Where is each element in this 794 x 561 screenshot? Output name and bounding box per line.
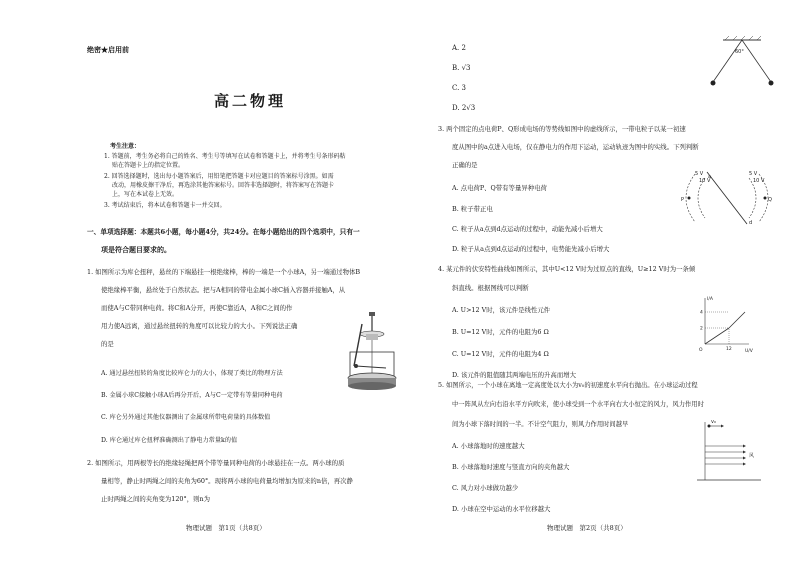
q3-option-c: C. 粒子从a点到d点运动的过程中，动能先减小后增大 bbox=[452, 225, 603, 233]
q2-option-c: C. 3 bbox=[452, 84, 467, 92]
q4-option-a: A. U>12 V时，该元件是线性元件 bbox=[452, 306, 551, 314]
q5-option-c: C. 风力对小球做功越少 bbox=[452, 484, 519, 492]
notice-line: 贴在答题卡上的指定位置。 bbox=[112, 162, 185, 169]
section-heading: 一、单项选择题：本题共6小题，每小题4分，共24分。在每小题给出的四个选项中，只有一 bbox=[87, 228, 360, 236]
wind-label: 风 bbox=[749, 453, 755, 459]
q1-stem: 而使A与C带同种电荷。将C和A分开，再使C靠近A，A和C之间的作 bbox=[101, 304, 293, 312]
q3-stem: 3. 两个固定的点电荷P、Q形成电场的等势线如图中的虚线所示，一带电粒子以某一初速 bbox=[438, 125, 686, 133]
q3-label: 5 V bbox=[749, 171, 758, 177]
notice-line: 3. 考试结束后，将本试卷和答题卡一并交回。 bbox=[104, 202, 226, 209]
q1-stem: 的是 bbox=[101, 340, 114, 348]
q3-stem: 正确的是 bbox=[452, 161, 478, 169]
exam-title: 高二物理 bbox=[214, 92, 287, 110]
q1-option-c: C. 库仑另外通过其他仪器测出了金属球所带电荷量的具体数值 bbox=[101, 414, 271, 421]
q2-stem: 2. 如图所示，用两根等长的绝缘轻绳把两个带等量同种电荷的小球悬挂在一点。两小球的质 bbox=[87, 459, 345, 467]
secret-mark: 绝密★启用前 bbox=[87, 45, 129, 54]
q5-stem: 中一阵风从左向右沿水平方向吹来，使小球受到一个水平向右大小恒定的风力，风力作用时 bbox=[452, 401, 704, 408]
page-footer: 物理试题 第2页（共8页） bbox=[547, 524, 627, 532]
q4-option-c: C. U=12 V时，元件的电阻为4 Ω bbox=[452, 350, 549, 358]
q4-option-b: B. U=12 V时，元件的电阻为6 Ω bbox=[452, 328, 549, 336]
q3-option-d: D. 粒子从a点到d点运动的过程中，电势能先减小后增大 bbox=[452, 245, 610, 253]
equipotential-figure bbox=[677, 168, 777, 228]
iv-chart bbox=[697, 294, 757, 354]
section-heading-cont: 项是符合题目要求的。 bbox=[101, 245, 171, 254]
q3-label: a bbox=[708, 174, 712, 180]
y-tick-label: 2 bbox=[700, 326, 703, 332]
origin-label: O bbox=[699, 348, 703, 353]
q2-option-b: B. √3 bbox=[452, 64, 471, 72]
q1-stem: 使绝缘棒平衡，悬丝处于自然状态。把与A相同的带电金属小球C插入容器并接触A，从 bbox=[101, 286, 346, 294]
q3-option-b: B. 粒子带正电 bbox=[452, 205, 493, 213]
q3-label: d bbox=[749, 220, 753, 226]
y-tick-label: 4 bbox=[700, 310, 703, 316]
q1-option-d: D. 库仑通过库仑扭秤准确测出了静电力常量k的值 bbox=[101, 437, 238, 444]
q5-stem: 间为小球下落时间的一半。不计空气阻力，则风力作用时间越早 bbox=[452, 421, 629, 428]
q4-stem: 4. 某元件的伏安特性曲线如图所示，其中U<12 V时为过原点的直线，U≥12 V时为一条倾 bbox=[438, 265, 696, 273]
iv-series-1 bbox=[729, 312, 745, 328]
q1-stem: 1. 如图所示为库仑扭秤，悬丝的下端悬挂一根绝缘棒，棒的一端是一个小球A，另一端通过物体B bbox=[87, 268, 361, 276]
y-axis-label: I/A bbox=[707, 297, 713, 302]
q5-option-b: B. 小球落地时速度与竖直方向的夹角越大 bbox=[452, 463, 570, 471]
x-axis-label: U/V bbox=[745, 349, 753, 354]
notice-line: 上，写在本试卷上无效。 bbox=[112, 191, 179, 198]
q3-option-a: A. 点电荷P、Q带有等量异种电荷 bbox=[452, 184, 547, 192]
q1-stem: 用力使A远离，通过悬丝扭转的角度可以比较力的大小。下列说法正确 bbox=[101, 322, 298, 330]
q5-stem: 5. 如图所示，一个小球在离地一定高度处以大小为v₀的初速度水平向右抛出。在小球运动过程 bbox=[438, 382, 698, 389]
q3-label: 10 V bbox=[753, 178, 765, 184]
v0-label: v₀ bbox=[711, 419, 716, 425]
notice-line: 2. 回答选择题时，选出每小题答案后，用铅笔把答题卡对应题目的答案标号涂黑。如需 bbox=[104, 173, 334, 180]
iv-series-0 bbox=[705, 328, 729, 344]
q3-label: P bbox=[681, 197, 685, 203]
q3-label: 5 V bbox=[695, 171, 704, 177]
q3-label: 10 V bbox=[699, 178, 711, 184]
q1-option-b: B. 金属小球C接触小球A后再分开后，A与C一定带有等量同种电荷 bbox=[101, 392, 283, 399]
q2-option-d: D. 2√3 bbox=[452, 104, 476, 112]
q1-option-a: A. 通过悬丝扭转的角度比较库仑力的大小，体现了类比的物理方法 bbox=[101, 370, 283, 377]
exam-page-2 bbox=[397, 0, 794, 561]
q5-option-a: A. 小球落地时的速度越大 bbox=[452, 442, 525, 450]
notice-heading: 考生注意： bbox=[110, 143, 141, 150]
wind-figure bbox=[687, 418, 767, 488]
angle-label: 60° bbox=[735, 49, 744, 55]
notice-line: 改动，用橡皮擦干净后，再选涂其他答案标号。回答非选择题时，将答案写在答题卡 bbox=[112, 182, 335, 189]
q4-option-d: D. 该元件的阻值随其两端电压的升高而增大 bbox=[452, 371, 576, 379]
x-tick-label: 12 bbox=[726, 347, 732, 352]
hanging-balls-figure bbox=[707, 36, 777, 96]
torsion-balance-figure bbox=[340, 312, 400, 392]
q3-stem: 度从图中的a点进入电场，仅在静电力的作用下运动，运动轨迹为图中的实线。下列判断 bbox=[452, 143, 699, 151]
q2-stem: 止时两绳之间的夹角变为120°，则n为 bbox=[101, 495, 210, 503]
notice-line: 1. 答题前，考生务必将自己的姓名、考生号等填写在试卷和答题卡上，并将考生号条形码粘 bbox=[104, 153, 346, 160]
q3-label: Q bbox=[768, 197, 772, 203]
page-footer: 物理试题 第1页（共8页） bbox=[186, 524, 266, 532]
q2-stem: 量相等，静止时两绳之间的夹角为60°。现将两小球的电荷量均增加为原来的n倍，再次静 bbox=[101, 477, 353, 485]
q4-stem: 斜直线。根据图线可以判断 bbox=[452, 284, 529, 292]
q5-option-d: D. 小球在空中运动的水平位移越大 bbox=[452, 505, 551, 513]
q2-option-a: A. 2 bbox=[452, 44, 466, 52]
